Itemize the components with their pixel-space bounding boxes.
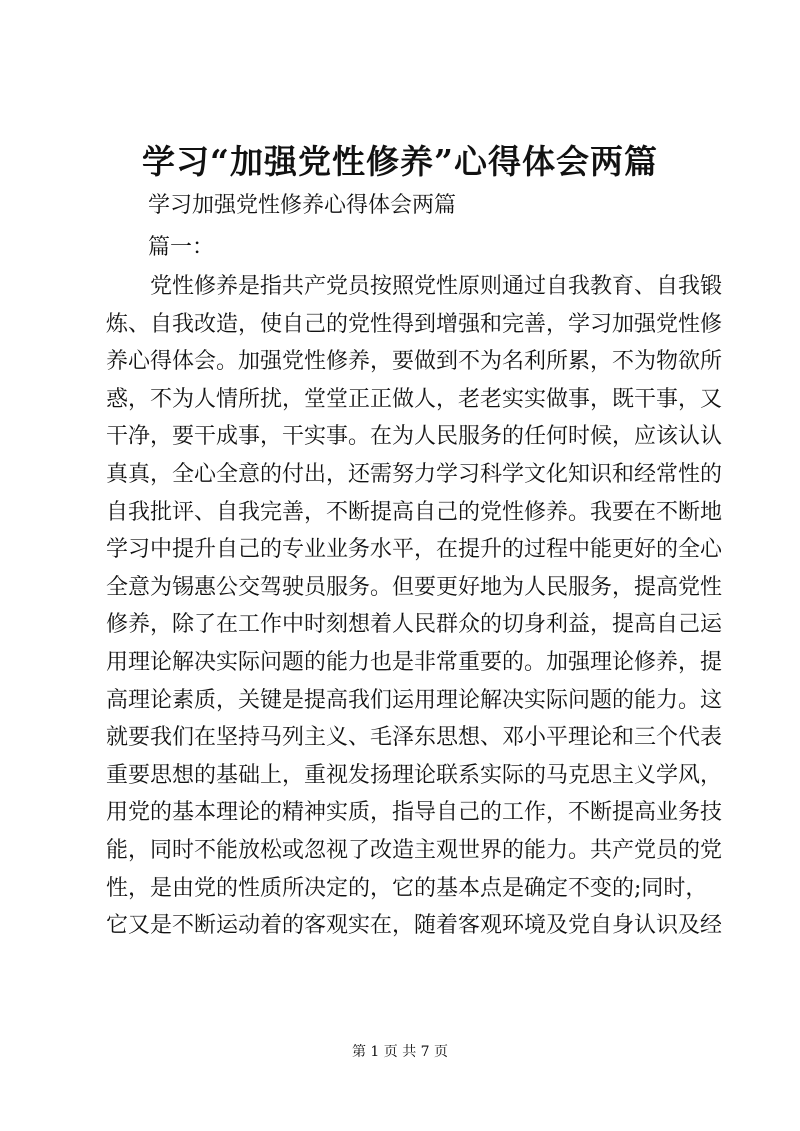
paragraph-line: 干净，要干成事，干实事。在为人民服务的任何时候，应该认认 — [106, 424, 723, 450]
paragraph-line: 学习中提升自己的专业业务水平，在提升的过程中能更好的全心 — [106, 537, 723, 563]
paragraph-line: 自我批评、自我完善，不断提高自己的党性修养。我要在不断地 — [106, 499, 723, 525]
paragraph-line: 能，同时不能放松或忽视了改造主观世界的能力。共产党员的党 — [106, 837, 723, 863]
paragraph-line: 高理论素质，关键是提高我们运用理论解决实际问题的能力。这 — [106, 687, 723, 713]
paragraph-line: 用理论解决实际问题的能力也是非常重要的。加强理论修养，提 — [106, 649, 723, 675]
page-footer: 第 1 页 共 7 页 — [351, 1044, 449, 1060]
section-label: 篇一： — [148, 235, 215, 260]
paragraph-line: 重要思想的基础上，重视发扬理论联系实际的马克思主义学风， — [106, 762, 723, 788]
paragraph-line: 党性修养是指共产党员按照党性原则通过自我教育、自我锻 — [150, 274, 723, 299]
document-subtitle: 学习加强党性修养心得体会两篇 — [148, 193, 457, 218]
paragraph-line: 修养，除了在工作中时刻想着人民群众的切身利益，提高自己运 — [106, 612, 723, 638]
document-title: 学习“加强党性修养”心得体会两篇 — [142, 142, 658, 181]
paragraph-line: 就要我们在坚持马列主义、毛泽东思想、邓小平理论和三个代表 — [106, 725, 723, 751]
paragraph-line: 惑，不为人情所扰，堂堂正正做人，老老实实做事，既干事，又 — [106, 386, 723, 412]
paragraph-line: 养心得体会。加强党性修养，要做到不为名利所累，不为物欲所 — [106, 349, 723, 375]
paragraph-line: 全意为锡惠公交驾驶员服务。但要更好地为人民服务，提高党性 — [106, 574, 723, 600]
paragraph-line: 真真，全心全意的付出，还需努力学习科学文化知识和经常性的 — [106, 461, 723, 487]
paragraph-line: 炼、自我改造，使自己的党性得到增强和完善，学习加强党性修 — [106, 311, 723, 337]
paragraph-line: 性，是由党的性质所决定的，它的基本点是确定不变的;同时， — [106, 875, 708, 901]
paragraph-line: 它又是不断运动着的客观实在，随着客观环境及党自身认识及经 — [106, 913, 723, 939]
body-paragraph — [106, 268, 723, 945]
paragraph-line: 用党的基本理论的精神实质，指导自己的工作，不断提高业务技 — [106, 800, 723, 826]
